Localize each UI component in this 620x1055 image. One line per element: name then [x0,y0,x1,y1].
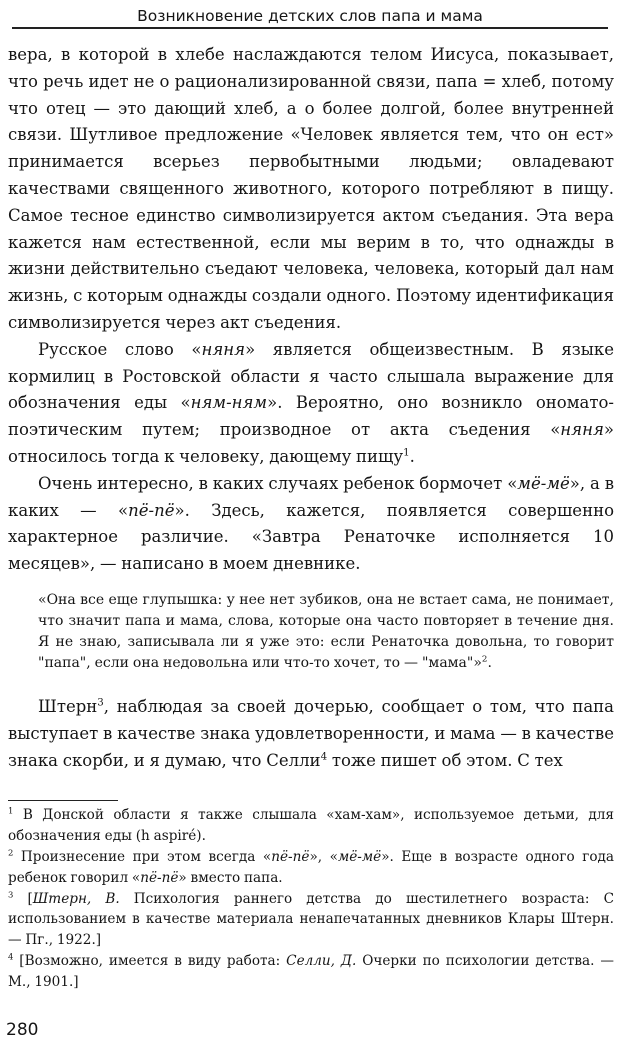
main-text [8,42,614,578]
paragraph-2: Русское слово «няня» является общеизвестным. В языке кормилиц в Ростовской области я часто слышала выражение для обозначения еды «ням-ням». Вероятно, оно возникло ономато-поэтическим путем; производное от акта съедения «няня» относилось тогда к человеку, дающему пищу$^1$. [8,339,614,466]
paragraph-1: вера, в которой в хлебе наслаждаются телом Иисуса, показывает, что речь идет не о рационализированной связи, папа = хлеб, потому что отец — это дающий хлеб, а о более долгой, более внутренней связи. Шутливое предложение «Человек является тем, что он ест» принимается всерьез первобытными людьми; овладевают качествами священного животного, которого потребляют в пищу. Самое тесное единство символизируется актом съедания. Эта вера кажется нам естественной, если мы верим в то, что однажды в жизни действительно съедают человека, человека, который дал нам жизнь, с которым однажды создали одного. Поэтому идентификация символизируется через акт съедения. [8,45,614,332]
footnote-ref: 2 [481,654,488,665]
italic-term: пё-пё [128,500,175,520]
italic-term: ням-ням [190,393,268,413]
footnotes [8,805,614,992]
paragraph-4: Штерн$^3$, наблюдая за своей дочерью, сообщает о том, что папа выступает в качестве знака удовлетворенности, и мама — в качестве знака скорби, и я думаю, что Селли$^4$ тоже пишет об этом. С тех [8,696,614,770]
italic-term: няня [560,420,604,440]
running-head: Возникновение детских слов папа и мама [12,0,608,29]
italic-term: мё-мё [517,473,570,493]
page-number: 280 [6,1020,39,1040]
footnote-2: $^2$ Произнесение при этом всегда «пё-пё», «мё-мё». Еще в возрасте одного года ребенок говорил «пё-пё» вместо папа. [8,847,614,886]
footnote-3: $^3$ [Штерн, В. Психология раннего детства до шестилетнего возраста: С использованием в качестве материала ненапечатанных дневников Клары Штерн. — Пг., 1922.] [8,888,614,949]
footnote-ref: 4 [320,751,328,763]
italic-term: няня [201,339,246,359]
footnote-ref: 3 [97,697,104,709]
paragraph-3: Очень интересно, в каких случаях ребенок бормочет «мё-мё», а в каких — «пё-пё». Здесь, кажется, появляется совершенно характерное различие. «Завтра Ренаточке исполняется 10 месяцев», — написано в моем дневнике. [8,473,615,574]
block-quote: «Она все еще глупышка: у нее нет зубиков, она не встает сама, не понимает, что значит папа и мама, слова, которые она часто повторяет в течение дня. Я не знаю, записывала ли я уже это: если Ренаточка довольна, то говорит "папа", если она недовольна или что-то хочет, то — "мама"»$^2$. [38,591,614,671]
footnote-ref: 1 [403,447,410,459]
footnote-divider [8,800,118,801]
footnote-4: $^4$ [Возможно, имеется в виду работа: Селли, Д. Очерки по психологии детства. — М., 1901.] [8,951,614,990]
footnote-1: $^1$ В Донской области я также слышала «хам-хам», используемое детьми, для обозначения еды (h aspiré). [8,805,614,845]
